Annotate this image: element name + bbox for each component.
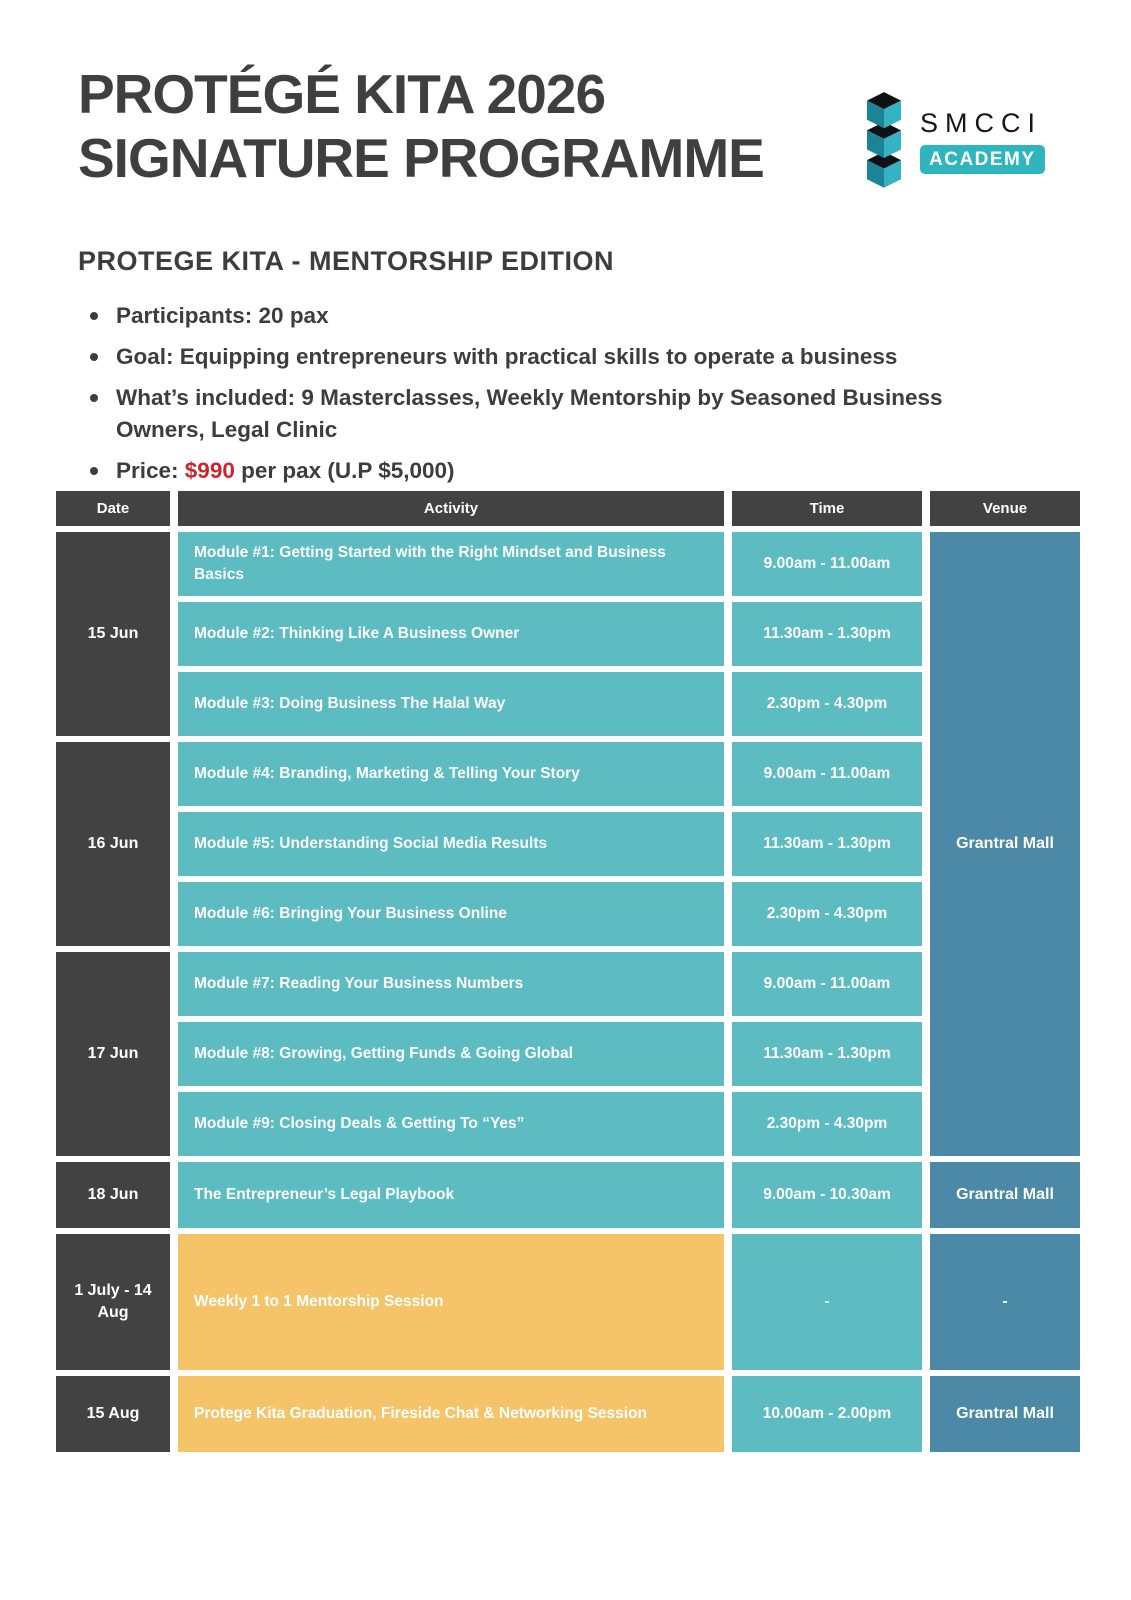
stacked-cubes-icon bbox=[858, 90, 910, 192]
activity-cell-module1: Module #1: Getting Started with the Right Mindset and Business Basics bbox=[178, 532, 724, 596]
activity-cell-graduation: Protege Kita Graduation, Fireside Chat & Networking Session bbox=[178, 1376, 724, 1452]
table-row bbox=[56, 742, 1080, 806]
time-cell: 2.30pm - 4.30pm bbox=[732, 882, 922, 946]
programme-details-list bbox=[116, 300, 1016, 496]
page-title-line2: SIGNATURE PROGRAMME bbox=[78, 127, 764, 190]
table-row bbox=[56, 602, 1080, 666]
detail-goal: Goal: Equipping entrepreneurs with practical skills to operate a business bbox=[116, 341, 1016, 373]
activity-cell-module7: Module #7: Reading Your Business Numbers bbox=[178, 952, 724, 1016]
table-header-row bbox=[56, 491, 1080, 526]
activity-cell-mentorship: Weekly 1 to 1 Mentorship Session bbox=[178, 1234, 724, 1370]
column-header-venue: Venue bbox=[930, 491, 1080, 526]
time-cell: 2.30pm - 4.30pm bbox=[732, 1092, 922, 1156]
activity-cell-module5: Module #5: Understanding Social Media Results bbox=[178, 812, 724, 876]
venue-cell-grantral-mall: Grantral Mall bbox=[930, 532, 1080, 1156]
venue-cell: Grantral Mall bbox=[930, 1162, 1080, 1228]
logo-academy-badge: ACADEMY bbox=[920, 145, 1045, 174]
table-row bbox=[56, 1234, 1080, 1370]
time-cell: 9.00am - 11.00am bbox=[732, 742, 922, 806]
activity-cell-module2: Module #2: Thinking Like A Business Owner bbox=[178, 602, 724, 666]
detail-price bbox=[116, 455, 1016, 487]
time-cell: 10.00am - 2.00pm bbox=[732, 1376, 922, 1452]
table-row bbox=[56, 672, 1080, 736]
date-cell-15aug: 15 Aug bbox=[56, 1376, 170, 1452]
column-header-date: Date bbox=[56, 491, 170, 526]
activity-cell-module8: Module #8: Growing, Getting Funds & Going Global bbox=[178, 1022, 724, 1086]
table-row bbox=[56, 1162, 1080, 1228]
price-prefix: Price: bbox=[116, 457, 185, 483]
page-title bbox=[78, 62, 764, 191]
table-row bbox=[56, 952, 1080, 1016]
time-cell: 11.30am - 1.30pm bbox=[732, 1022, 922, 1086]
venue-cell: - bbox=[930, 1234, 1080, 1370]
table-row bbox=[56, 532, 1080, 596]
page-title-line1: PROTÉGÉ KITA 2026 bbox=[78, 63, 606, 125]
time-cell: 9.00am - 10.30am bbox=[732, 1162, 922, 1228]
activity-cell-legal-playbook: The Entrepreneur’s Legal Playbook bbox=[178, 1162, 724, 1228]
time-cell: 11.30am - 1.30pm bbox=[732, 602, 922, 666]
price-amount: $990 bbox=[184, 457, 235, 483]
table-row bbox=[56, 1376, 1080, 1452]
time-cell: 9.00am - 11.00am bbox=[732, 952, 922, 1016]
time-cell: 9.00am - 11.00am bbox=[732, 532, 922, 596]
column-header-activity: Activity bbox=[178, 491, 724, 526]
activity-cell-module4: Module #4: Branding, Marketing & Telling Your Story bbox=[178, 742, 724, 806]
table-row bbox=[56, 882, 1080, 946]
date-cell-16jun: 16 Jun bbox=[56, 742, 170, 946]
schedule-table bbox=[48, 485, 1088, 1458]
activity-cell-module6: Module #6: Bringing Your Business Online bbox=[178, 882, 724, 946]
date-cell-15jun: 15 Jun bbox=[56, 532, 170, 736]
smcci-academy-logo bbox=[858, 90, 1045, 192]
table-row bbox=[56, 1022, 1080, 1086]
logo-text bbox=[920, 108, 1045, 174]
column-header-time: Time bbox=[732, 491, 922, 526]
price-suffix: per pax (U.P $5,000) bbox=[234, 457, 455, 483]
logo-org-name: SMCCI bbox=[920, 108, 1042, 138]
date-cell-17jun: 17 Jun bbox=[56, 952, 170, 1156]
date-cell-mentorship: 1 July - 14 Aug bbox=[56, 1234, 170, 1370]
time-cell: 11.30am - 1.30pm bbox=[732, 812, 922, 876]
time-cell: - bbox=[732, 1234, 922, 1370]
section-subtitle: PROTEGE KITA - MENTORSHIP EDITION bbox=[78, 246, 615, 276]
time-cell: 2.30pm - 4.30pm bbox=[732, 672, 922, 736]
table-row bbox=[56, 1092, 1080, 1156]
activity-cell-module9: Module #9: Closing Deals & Getting To “Yes” bbox=[178, 1092, 724, 1156]
venue-cell: Grantral Mall bbox=[930, 1376, 1080, 1452]
detail-included: What’s included: 9 Masterclasses, Weekly Mentorship by Seasoned Business Owners, Legal Clinic bbox=[116, 382, 1016, 446]
activity-cell-module3: Module #3: Doing Business The Halal Way bbox=[178, 672, 724, 736]
detail-participants: Participants: 20 pax bbox=[116, 300, 1016, 332]
date-cell-18jun: 18 Jun bbox=[56, 1162, 170, 1228]
table-row bbox=[56, 812, 1080, 876]
